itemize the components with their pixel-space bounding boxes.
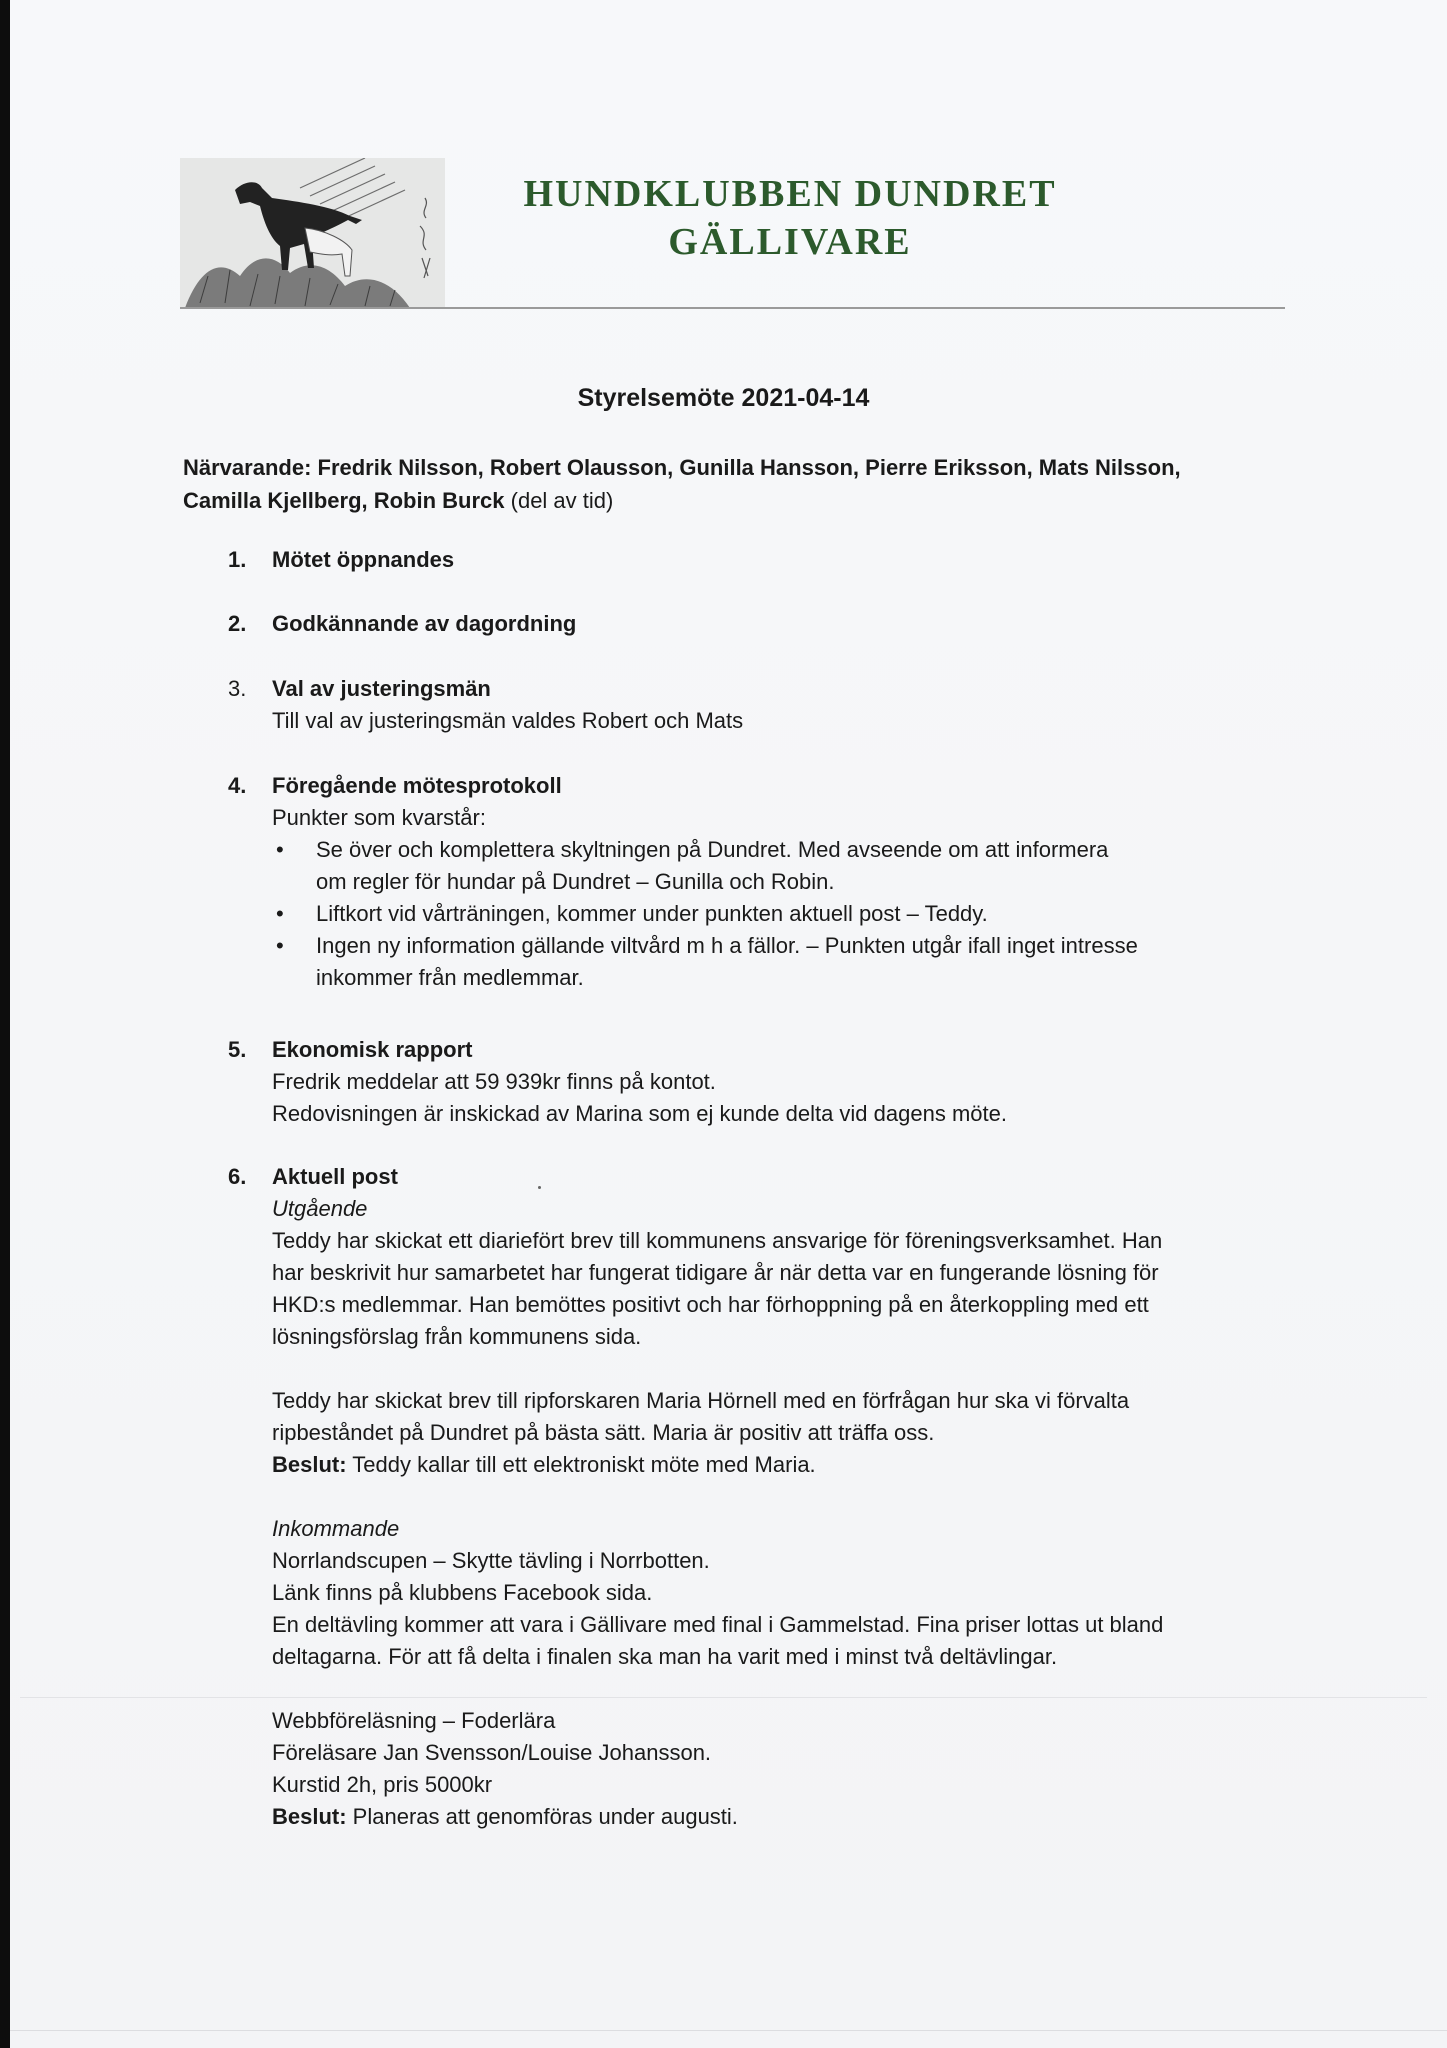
list-item: • Se över och komplettera skyltningen på Dundret. Med avseende om att informera om regler för hundar på Dundret – Gunilla och Robin. (316, 834, 1308, 898)
decision-text: Teddy kallar till ett elektroniskt möte med Maria. (346, 1452, 816, 1477)
decision-label: Beslut: (272, 1804, 347, 1829)
decision-label: Beslut: (272, 1452, 347, 1477)
item-heading: Val av justeringsmän (272, 676, 491, 701)
agenda-item-6 (228, 1161, 1308, 1833)
incoming-paragraph: Norrlandscupen – Skytte tävling i Norrbotten. Länk finns på klubbens Facebook sida. En deltävling kommer att vara i Gällivare med final i Gammelstad. Fina priser lottas ut bland deltagarna. För att få delta i finalen ska man ha varit med i minst två deltävlingar. (272, 1548, 1164, 1669)
document-title: Styrelsemöte 2021-04-14 (577, 384, 870, 412)
scan-left-border (0, 0, 10, 2048)
item-heading: Godkännande av dagordning (272, 611, 577, 636)
lecture-paragraph: Webbföreläsning – Foderlära Föreläsare Jan Svensson/Louise Johansson. Kurstid 2h, pris 5000kr Beslut: Planeras att genomföras under augusti. (272, 1708, 738, 1829)
letterhead-line-1: HUNDKLUBBEN DUNDRET (523, 173, 1057, 215)
bullet-icon: • (276, 933, 284, 958)
agenda-item-5 (228, 1034, 1308, 1130)
decision-text: Planeras att genomföras under augusti. (346, 1804, 738, 1829)
bullet-icon: • (276, 837, 284, 862)
page-bottom-edge (10, 2030, 1447, 2031)
item-number: 1. (228, 547, 247, 572)
agenda-item-2 (228, 608, 1308, 640)
attendance-label: Närvarande: (183, 455, 312, 480)
attendance-section (183, 451, 1303, 517)
agenda-item-1 (228, 544, 1308, 576)
attendance-names-1: Fredrik Nilsson, Robert Olausson, Gunilla Hansson, Pierre Eriksson, Mats Nilsson, (311, 455, 1181, 480)
list-item: • Ingen ny information gällande viltvård m h a fällor. – Punkten utgår ifall inget intresse inkommer från medlemmar. (316, 930, 1308, 994)
item-heading: Ekonomisk rapport (272, 1037, 473, 1062)
letterhead-divider (180, 307, 1285, 309)
dog-logo-image (180, 158, 445, 308)
list-item: • Liftkort vid vårträningen, kommer under punkten aktuell post – Teddy. (316, 898, 1308, 930)
item-body: Till val av justeringsmän valdes Robert och Mats (272, 708, 744, 733)
scan-speck (538, 1186, 541, 1189)
outgoing-paragraph-1: Teddy har skickat ett diariefört brev till kommunens ansvarige för föreningsverksamhet. Han har beskrivit hur samarbetet har fungerat tidigare år när detta var en fungerande lösning för HKD:s medlemmar. Han bemöttes positivt och har förhoppning på en återkoppling med ett lösningsförslag från kommunens sida. (272, 1228, 1163, 1349)
incoming-label: Inkommande (272, 1516, 400, 1541)
item-heading: Mötet öppnandes (272, 547, 455, 572)
outgoing-label: Utgående (272, 1196, 368, 1221)
agenda-item-4 (228, 770, 1308, 994)
item-number: 5. (228, 1037, 247, 1062)
item-body: Punkter som kvarstår: (272, 805, 486, 830)
item-body-line: Fredrik meddelar att 59 939kr finns på kontot. (272, 1069, 716, 1094)
item-heading: Aktuell post (272, 1164, 398, 1189)
bullet-icon: • (276, 901, 284, 926)
item-number: 4. (228, 773, 247, 798)
attendance-names-2: Camilla Kjellberg, Robin Burck (183, 488, 505, 513)
outgoing-paragraph-2: Teddy har skickat brev till ripforskaren Maria Hörnell med en förfrågan hur ska vi förvalta ripbeståndet på Dundret på bästa sätt. Maria är positiv att träffa oss. Beslut: Teddy kallar till ett elektroniskt möte med Maria. (272, 1388, 1130, 1477)
bullet-list (228, 834, 1308, 994)
item-number: 2. (228, 611, 247, 636)
item-number: 6. (228, 1164, 247, 1189)
letterhead-line-2: GÄLLIVARE (668, 221, 912, 263)
item-number: 3. (228, 676, 247, 701)
item-body-line: Redovisningen är inskickad av Marina som ej kunde delta vid dagens möte. (272, 1101, 1007, 1126)
agenda-item-3 (228, 673, 1308, 737)
attendance-note: (del av tid) (504, 488, 614, 513)
letterhead-club-name (470, 170, 1110, 266)
item-heading: Föregående mötesprotokoll (272, 773, 562, 798)
